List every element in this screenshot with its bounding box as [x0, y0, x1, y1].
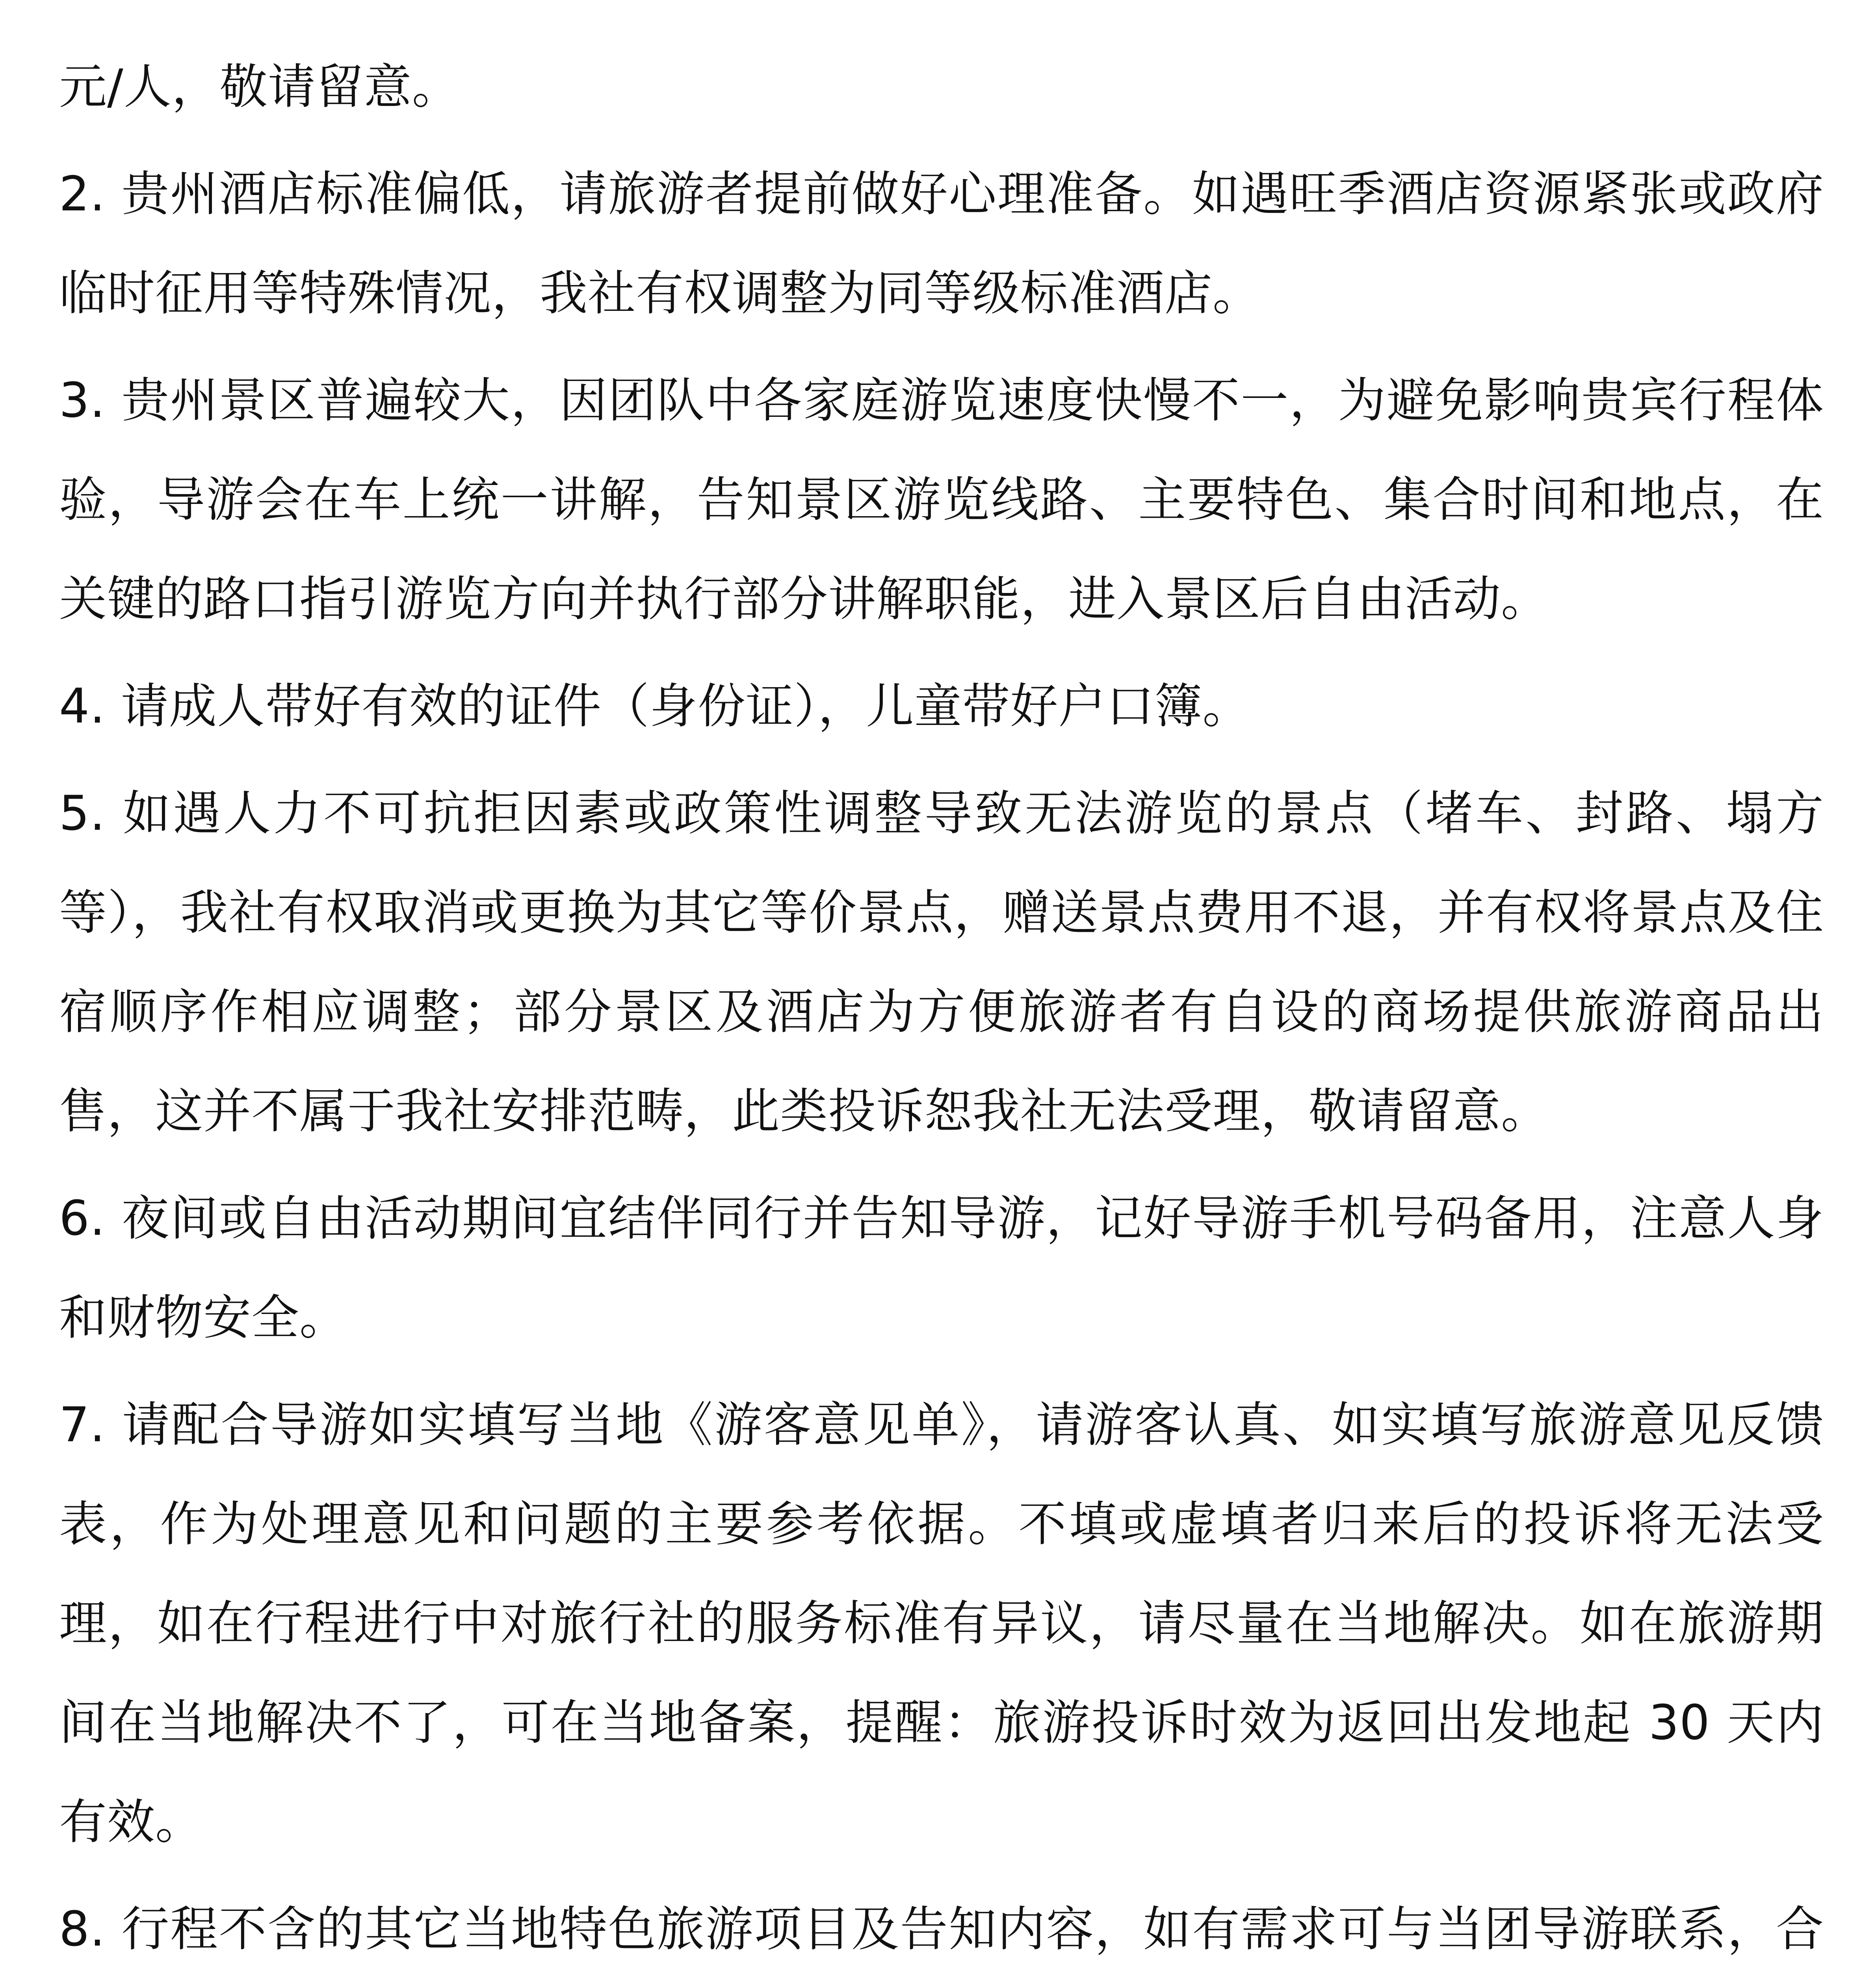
notice-item-3: 3. 贵州景区普遍较大，因团队中各家庭游览速度快慢不一，为避免影响贵宾行程体验，导游会在车上统一讲解，告知景区游览线路、主要特色、集合时间和地点，在关键的路口指引游览方向并执行部分讲解职能，进入景区后自由活动。: [59, 373, 1824, 627]
notice-item-4: 4. 请成人带好有效的证件（身份证），儿童带好户口簿。: [59, 678, 1251, 734]
paragraph-continuation: 元/人，敬请留意。: [59, 59, 460, 115]
notice-item-7: 7. 请配合导游如实填写当地《游客意见单》，请游客认真、如实填写旅游意见反馈表，作为处理意见和问题的主要参考依据。不填或虚填者归来后的投诉将无法受理，如在行程进行中对旅行社的服务标准有异议，请尽量在当地解决。如在旅游期间在当地解决不了，可在当地备案，提醒：旅游投诉时效为返回出发地起 30 天内有效。: [59, 1397, 1824, 1850]
notice-item-6: 6. 夜间或自由活动期间宜结伴同行并告知导游，记好导游手机号码备用，注意人身和财物安全。: [59, 1191, 1824, 1346]
notice-item-8: 8. 行程不含的其它当地特色旅游项目及告知内容，如有需求可与当团导游联系，合: [59, 1901, 1824, 1957]
notice-item-2: 2. 贵州酒店标准偏低，请旅游者提前做好心理准备。如遇旺季酒店资源紧张或政府临时征用等特殊情况，我社有权调整为同等级标准酒店。: [59, 166, 1824, 321]
document-body: [59, 37, 1824, 1970]
notice-item-5: 5. 如遇人力不可抗拒因素或政策性调整导致无法游览的景点（堵车、封路、塌方等），我社有权取消或更换为其它等价景点，赠送景点费用不退，并有权将景点及住宿顺序作相应调整；部分景区及酒店为方便旅游者有自设的商场提供旅游商品出售，这并不属于我社安排范畴，此类投诉恕我社无法受理，敬请留意。: [59, 786, 1824, 1139]
